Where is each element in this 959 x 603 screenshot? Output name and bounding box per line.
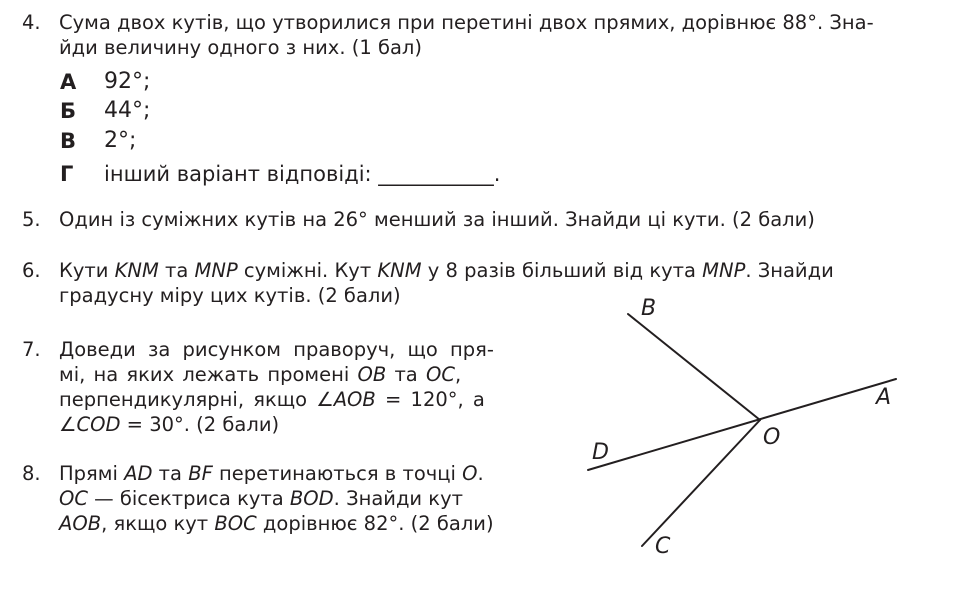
- option-letter: А: [60, 70, 77, 94]
- task-text-line: OC — бісектриса кута BOD. Знайди кут: [59, 487, 463, 510]
- task-text-line: Сума двох кутів, що утворилися при перетині двох прямих, дорівнює 88°. Зна-: [59, 11, 874, 34]
- option-letter: Б: [60, 99, 77, 123]
- option-letter: Г: [60, 162, 74, 186]
- point-label-A: A: [876, 385, 892, 410]
- task-text-line: Один із суміжних кутів на 26° менший за інший. Знайди ці кути. (2 бали): [59, 208, 815, 231]
- point-label-B: B: [641, 296, 657, 321]
- task-number: 7.: [22, 338, 41, 361]
- task-text-line: Прямі AD та BF перетинаються в точці O.: [59, 462, 484, 485]
- option-text: 92°;: [104, 69, 151, 94]
- task-number: 4.: [22, 11, 41, 34]
- task-number: 6.: [22, 259, 41, 282]
- task-text-line: йди величину одного з них. (1 бал): [59, 36, 422, 59]
- task-text-line: ∠COD = 30°. (2 бали): [59, 413, 280, 436]
- line-AD: [588, 379, 896, 470]
- task-text-line: перпендикулярні, якщо ∠AOB = 120°, а: [59, 388, 485, 411]
- ray-OB: [628, 314, 760, 420]
- task-number: 8.: [22, 462, 41, 485]
- point-label-D: D: [592, 440, 609, 465]
- task-text-line: мі, на яких лежать промені OB та OC,: [59, 363, 462, 386]
- point-label-O: O: [763, 425, 781, 450]
- task-text-line: Доведи за рисунком праворуч, що пря-: [59, 338, 494, 361]
- point-label-C: C: [655, 534, 671, 559]
- ray-OC: [642, 420, 760, 546]
- task-text-line: AOB, якщо кут BOC дорівнює 82°. (2 бали): [59, 512, 494, 535]
- option-text: 44°;: [104, 98, 151, 123]
- option-letter: В: [60, 129, 77, 153]
- task-text-line: Кути KNM та MNP суміжні. Кут KNM у 8 разів більший від кута MNP. Знайди: [59, 259, 834, 282]
- task-text-line: градусну міру цих кутів. (2 бали): [59, 284, 401, 307]
- option-text: інший варіант відповіді: ___________.: [104, 162, 501, 186]
- option-text: 2°;: [104, 128, 137, 153]
- task-number: 5.: [22, 208, 41, 231]
